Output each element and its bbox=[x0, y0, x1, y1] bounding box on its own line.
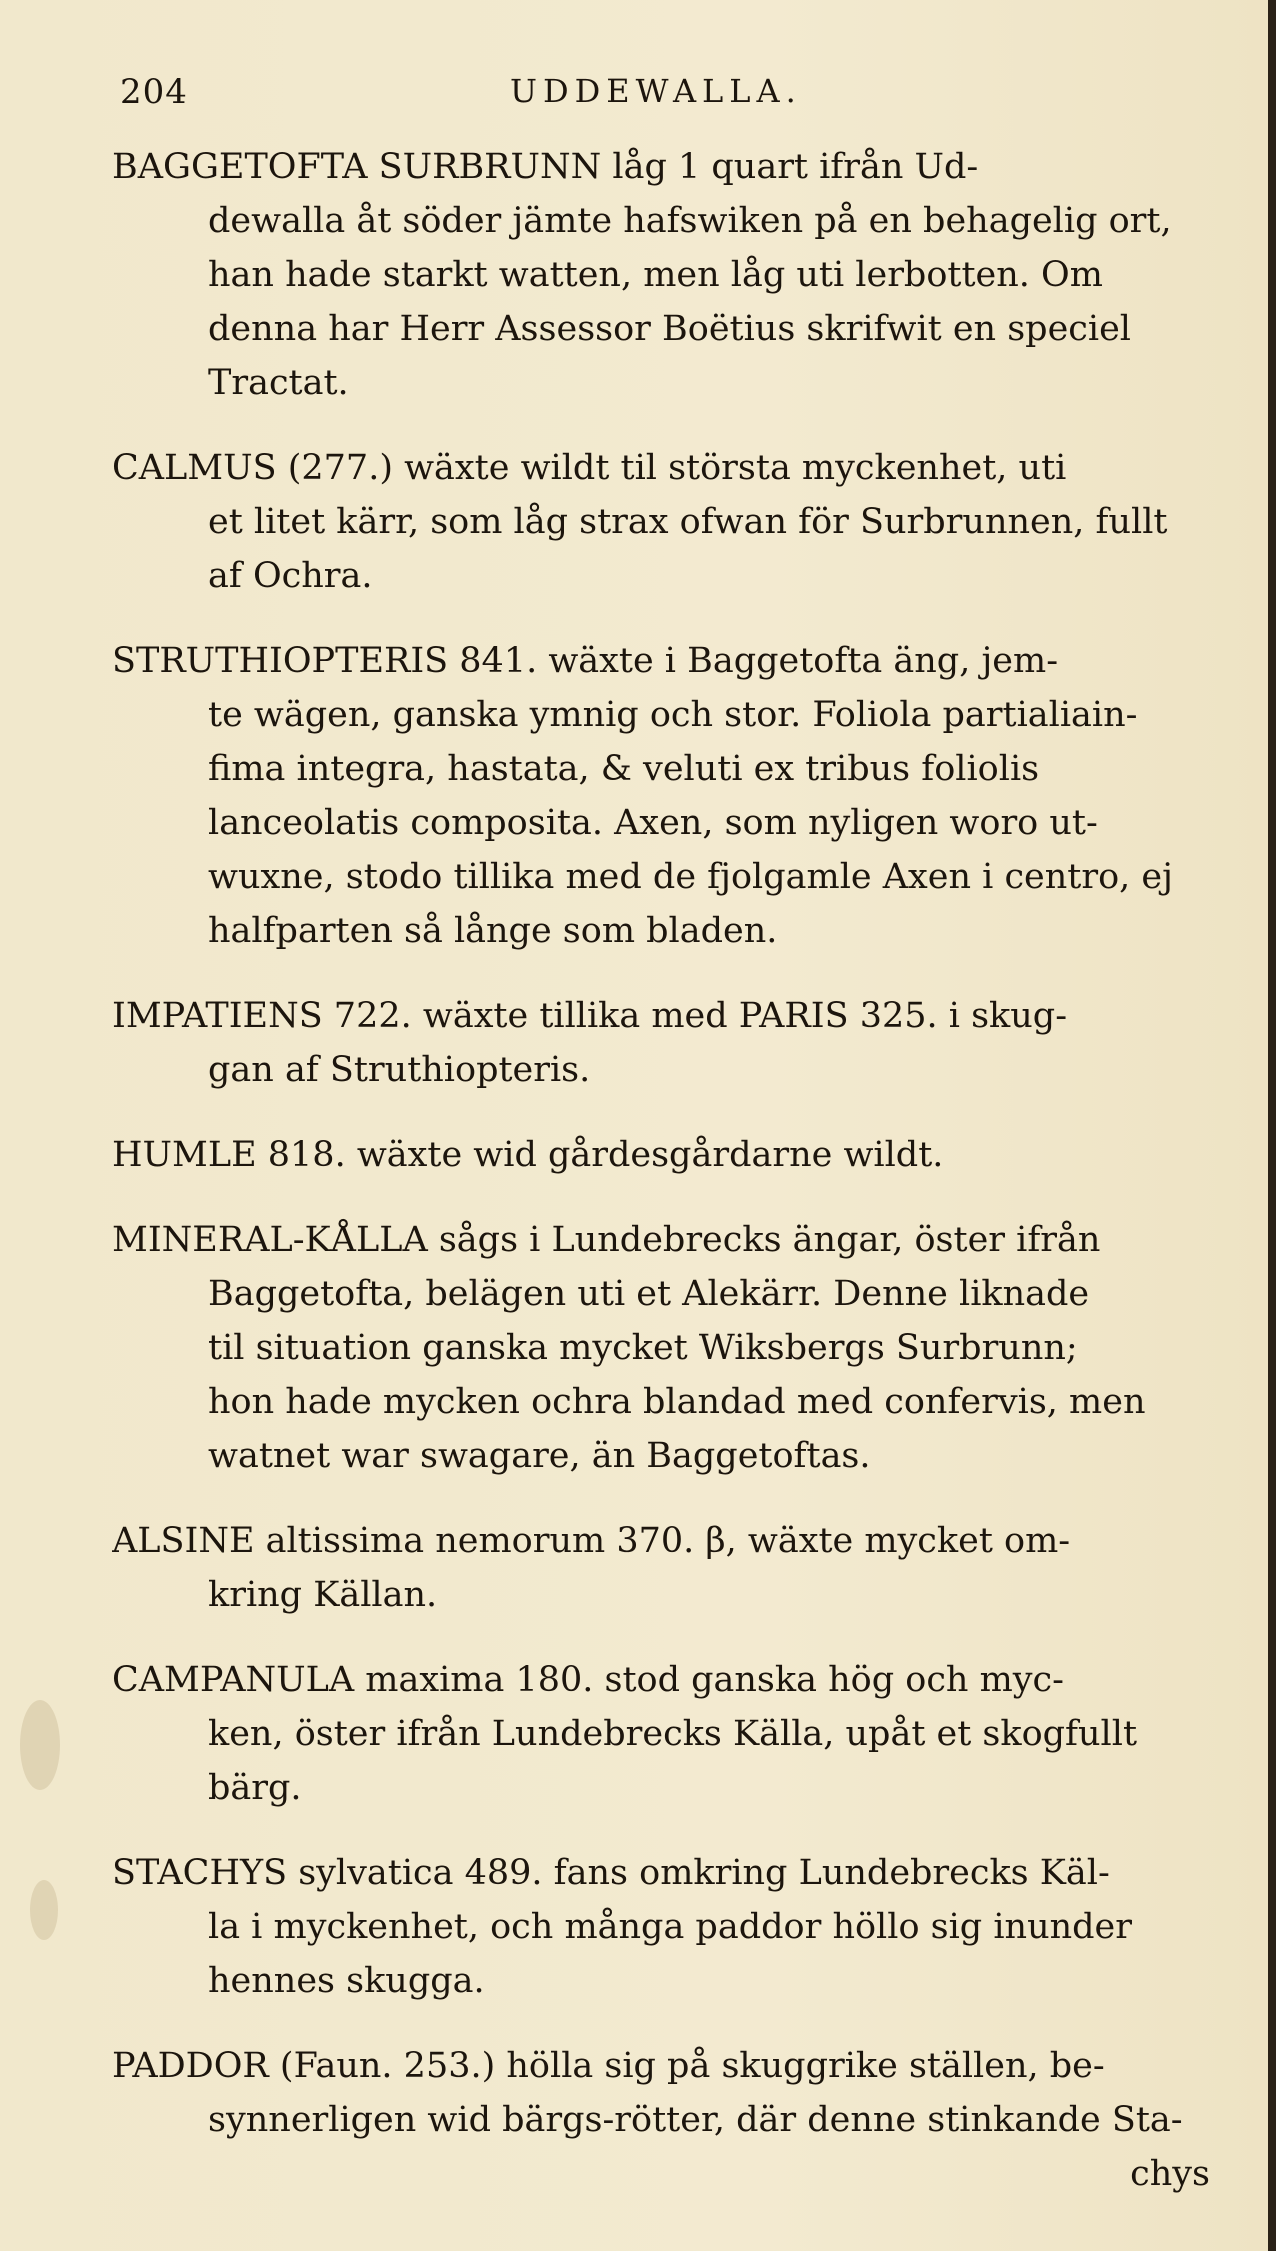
entry-paragraph bbox=[112, 1213, 1222, 1483]
text-line: CAMPANULA maxima 180. stod ganska hög och myc- bbox=[112, 1660, 1064, 1700]
text-line: dewalla åt söder jämte hafswiken på en behagelig ort, bbox=[208, 201, 1172, 241]
text-line: bärg. bbox=[208, 1768, 302, 1808]
entry-paragraph bbox=[112, 1128, 1222, 1182]
text-line: MINERAL-KÅLLA sågs i Lundebrecks ängar, öster ifrån bbox=[112, 1220, 1101, 1260]
entry-paragraph bbox=[112, 989, 1222, 1097]
entry-paragraph bbox=[112, 634, 1222, 958]
text-line: Tractat. bbox=[208, 363, 349, 403]
text-line: Baggetofta, belägen uti et Alekärr. Denne liknade bbox=[208, 1274, 1090, 1314]
text-line: PADDOR (Faun. 253.) hölla sig på skuggrike ställen, be- bbox=[112, 2046, 1105, 2086]
text-line: STACHYS sylvatica 489. fans omkring Lundebrecks Käl- bbox=[112, 1853, 1110, 1893]
text-line: et litet kärr, som låg strax ofwan för Surbrunnen, fullt bbox=[208, 502, 1168, 542]
text-line: han hade starkt watten, men låg uti lerbotten. Om bbox=[208, 255, 1103, 295]
entry-list bbox=[112, 140, 1222, 2232]
text-line: CALMUS (277.) wäxte wildt til största myckenhet, uti bbox=[112, 448, 1067, 488]
text-line: af Ochra. bbox=[208, 556, 373, 596]
text-line: gan af Struthiopteris. bbox=[208, 1050, 591, 1090]
text-line: wuxne, stodo tillika med de fjolgamle Axen i centro, ej bbox=[208, 857, 1173, 897]
text-line: denna har Herr Assessor Boëtius skrifwit en speciel bbox=[208, 309, 1131, 349]
text-line: IMPATIENS 722. wäxte tillika med PARIS 325. i skug- bbox=[112, 996, 1068, 1036]
paper-stain bbox=[30, 1880, 58, 1940]
text-line: BAGGETOFTA SURBRUNN låg 1 quart ifrån Ud- bbox=[112, 147, 979, 187]
entry-paragraph bbox=[112, 1653, 1222, 1815]
catchword: chys bbox=[1130, 2154, 1210, 2194]
text-line: te wägen, ganska ymnig och stor. Foliola partialiain- bbox=[208, 695, 1138, 735]
paper-stain bbox=[20, 1700, 60, 1790]
entry-paragraph bbox=[112, 2039, 1222, 2201]
text-line: lanceolatis composita. Axen, som nyligen woro ut- bbox=[208, 803, 1098, 843]
text-line: hon hade mycken ochra blandad med confervis, men bbox=[208, 1382, 1146, 1422]
text-line: ken, öster ifrån Lundebrecks Källa, upåt et skogfullt bbox=[208, 1714, 1138, 1754]
text-line: watnet war swagare, än Baggetoftas. bbox=[208, 1436, 871, 1476]
text-line: til situation ganska mycket Wiksbergs Surbrunn; bbox=[208, 1328, 1078, 1368]
text-line: kring Källan. bbox=[208, 1575, 438, 1615]
page-number: 204 bbox=[120, 72, 188, 112]
text-line: halfparten så långe som bladen. bbox=[208, 911, 778, 951]
entry-paragraph bbox=[112, 441, 1222, 603]
running-title: UDDEWALLA. bbox=[510, 72, 802, 110]
text-line: fima integra, hastata, & veluti ex tribus foliolis bbox=[208, 749, 1040, 789]
text-line: la i myckenhet, och många paddor höllo sig inunder bbox=[208, 1907, 1132, 1947]
entry-paragraph bbox=[112, 1846, 1222, 2008]
text-line: STRUTHIOPTERIS 841. wäxte i Baggetofta äng, jem- bbox=[112, 641, 1059, 681]
text-line: hennes skugga. bbox=[208, 1961, 485, 2001]
page-edge bbox=[1268, 0, 1276, 2251]
text-line: ALSINE altissima nemorum 370. β, wäxte mycket om- bbox=[112, 1521, 1071, 1561]
page-header bbox=[0, 68, 1276, 118]
text-line: synnerligen wid bärgs-rötter, där denne stinkande Sta- bbox=[208, 2100, 1183, 2140]
entry-paragraph bbox=[112, 140, 1222, 410]
text-line: HUMLE 818. wäxte wid gårdesgårdarne wildt. bbox=[112, 1135, 944, 1175]
entry-paragraph bbox=[112, 1514, 1222, 1622]
